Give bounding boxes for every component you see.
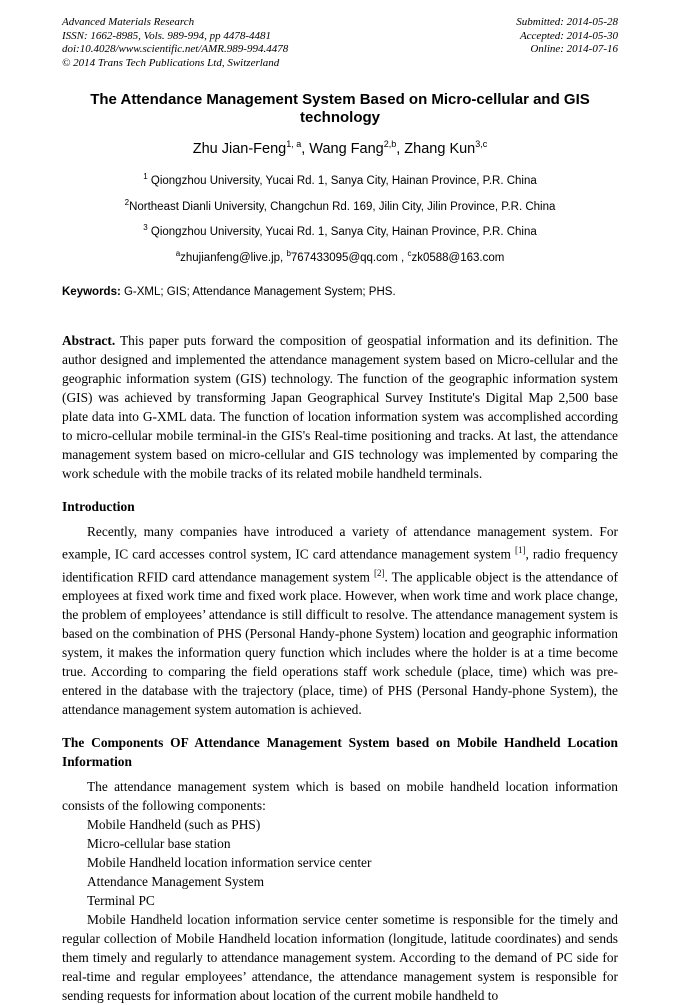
- keywords-text: G-XML; GIS; Attendance Management System; PHS.: [120, 286, 396, 299]
- journal-info: [62, 16, 288, 70]
- author-2-name: Wang Fang: [309, 140, 384, 157]
- affiliation-2-text: Northeast Dianli University, Changchun Rd. 169, Jilin City, Jilin Province, P.R. China: [129, 200, 556, 213]
- journal-header: [62, 16, 618, 70]
- affiliation-3-mark: 3: [143, 223, 148, 233]
- affiliation-3-text: Qiongzhou University, Yucai Rd. 1, Sanya City, Hainan Province, P.R. China: [147, 226, 537, 239]
- author-3-name: Zhang Kun: [404, 140, 476, 157]
- journal-name: Advanced Materials Research: [62, 16, 195, 28]
- introduction-text-1: Recently, many companies have introduced a variety of attendance management system. For example, IC card accesses control system, IC card attendance management system: [62, 524, 618, 562]
- author-separator: ,: [301, 140, 310, 157]
- email-2-mark: b: [286, 249, 291, 259]
- issn-volume-line: ISSN: 1662-8985, Vols. 989-994, pp 4478-4481: [62, 29, 271, 42]
- keywords-label: Keywords:: [62, 286, 121, 299]
- introduction-text-2: , radio frequency identification RFID card attendance management system: [62, 546, 618, 585]
- email-1: zhujianfeng@live.jp,: [180, 252, 287, 265]
- abstract-paragraph: [62, 331, 618, 483]
- affiliation-2: [62, 192, 618, 218]
- abstract-text: This paper puts forward the composition of geospatial information and its definition. The author designed and implemented the attendance management system based on Micro-cellular and the geographic information system (GIS) technology. The function of the geographic information system (GIS) was achieved by transforming Japan Geographical Survey Institute's Digital Map 2,500 base plate data into G-XML data. The function of location information system was accomplished according to micro-cellular mobile terminal-in the GIS's Real-time positioning and tracks. At last, the attendance management system based on micro-cellular and GIS technology was implemented by comparing the work schedule with the mobile tracks of its related mobile handheld terminals.: [62, 333, 618, 482]
- authors-line: [62, 139, 618, 157]
- introduction-paragraph: [62, 522, 618, 719]
- components-intro-paragraph: The attendance management system which is based on mobile handheld location information consists of the following components:: [62, 779, 618, 814]
- introduction-text-3: . The applicable object is the attendance of employees at fixed work time and fixed work place. However, when work time and work place change, the problem of employees’ attendance is still difficult to resolve. The attendance management system is based on the combination of PHS (Personal Handy-phone System) location and geographic information system, it makes the information query function which includes where the holder is at a time become true. According to comparing the field operations staff work schedule (place, time) which was pre-entered in the database with the trajectory (place, time) of PHS (Personal Handy-phone System), the attendance management system automation is achieved.: [62, 569, 618, 718]
- components-closing-paragraph: Mobile Handheld location information service center sometime is responsible for the timely and regular collection of Mobile Handheld location information (longitude, latitude coordinates) and sends them timely and regularly to attendance management system. According to the demand of PC side for real-time and regular employees’ attendance, the attendance management system is responsible for sending requests for information about location of the current mobile handheld to: [62, 912, 618, 1004]
- keywords-line: [62, 286, 618, 298]
- component-item-mobile-handheld: Mobile Handheld (such as PHS): [87, 817, 261, 833]
- accepted-date: Accepted: 2014-05-30: [519, 29, 618, 42]
- affiliation-1-text: Qiongzhou University, Yucai Rd. 1, Sanya City, Hainan Province, P.R. China: [147, 174, 537, 187]
- affiliation-1: [62, 166, 618, 192]
- citation-ref-2: [2]: [373, 567, 385, 578]
- doi-line: doi:10.4028/www.scientific.net/AMR.989-994.4478: [62, 43, 289, 55]
- components-heading: The Components OF Attendance Management System based on Mobile Handheld Location Information: [62, 735, 618, 770]
- author-2-affmark: 2,b: [383, 139, 397, 149]
- affiliations-block: [62, 166, 618, 269]
- citation-ref-1: [1]: [514, 545, 526, 556]
- email-1-mark: a: [175, 249, 181, 259]
- email-3: zk0588@163.com: [411, 252, 505, 265]
- affiliation-2-mark: 2: [124, 197, 130, 207]
- introduction-heading: Introduction: [62, 499, 135, 515]
- component-item-terminal-pc: Terminal PC: [87, 893, 155, 909]
- component-item-service-center: Mobile Handheld location information service center: [87, 855, 372, 871]
- online-date: Online: 2014-07-16: [530, 43, 618, 55]
- submitted-date: Submitted: 2014-05-28: [516, 16, 618, 28]
- copyright-line: © 2014 Trans Tech Publications Ltd, Switzerland: [62, 56, 280, 69]
- component-item-attendance-system: Attendance Management System: [87, 874, 265, 890]
- affiliation-3: [62, 217, 618, 243]
- emails-line: [62, 243, 618, 269]
- email-3-mark: c: [407, 249, 412, 259]
- component-item-base-station: Micro-cellular base station: [87, 836, 231, 852]
- author-1-affmark: 1, a: [286, 139, 302, 149]
- abstract-label: Abstract.: [62, 333, 116, 349]
- email-2: 767433095@qq.com ,: [290, 252, 408, 265]
- submission-dates: [516, 16, 618, 70]
- author-1-name: Zhu Jian-Feng: [192, 140, 287, 157]
- components-list: [62, 815, 618, 910]
- affiliation-1-mark: 1: [143, 171, 148, 181]
- author-3-affmark: 3,c: [475, 139, 488, 149]
- author-separator: ,: [396, 140, 405, 157]
- paper-title: The Attendance Management System Based on Micro-cellular and GIS technology: [90, 91, 590, 126]
